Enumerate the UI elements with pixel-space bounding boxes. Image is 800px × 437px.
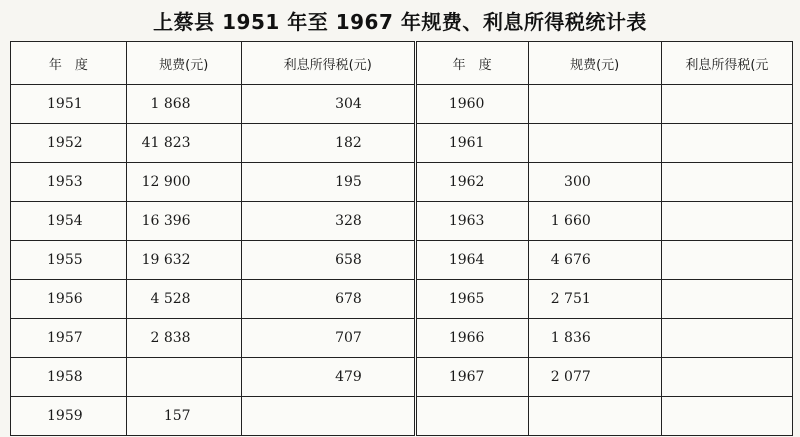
statistics-table-container: [10, 41, 793, 433]
fee-cell: 16 396: [126, 202, 241, 241]
tax-cell: [661, 124, 792, 163]
fee-cell: 19 632: [126, 241, 241, 280]
fee-cell: 2 838: [126, 319, 241, 358]
document-title: 上蔡县 1951 年至 1967 年规费、利息所得税统计表: [153, 10, 647, 34]
fee-cell: [528, 85, 661, 124]
table-row: [11, 85, 793, 124]
year-cell: 1957: [11, 319, 127, 358]
table-row: [11, 397, 793, 436]
fee-cell: 12 900: [126, 163, 241, 202]
table-row: [11, 280, 793, 319]
header-year-right: 年 度: [415, 42, 528, 85]
year-cell: 1960: [415, 85, 528, 124]
header-fee-right: 规费(元): [528, 42, 661, 85]
table-row: [11, 241, 793, 280]
tax-cell: 678: [241, 280, 415, 319]
year-cell: 1952: [11, 124, 127, 163]
header-tax-left: 利息所得税(元): [241, 42, 415, 85]
tax-cell: [661, 163, 792, 202]
year-cell: [415, 397, 528, 436]
fee-cell: 4 676: [528, 241, 661, 280]
tax-cell: [661, 397, 792, 436]
fee-cell: 1 836: [528, 319, 661, 358]
fee-cell: 2 077: [528, 358, 661, 397]
fee-cell: 300: [528, 163, 661, 202]
fee-cell: 4 528: [126, 280, 241, 319]
header-fee-left: 规费(元): [126, 42, 241, 85]
fee-cell: 157: [126, 397, 241, 436]
year-cell: 1966: [415, 319, 528, 358]
statistics-table: [10, 41, 793, 436]
tax-cell: [661, 85, 792, 124]
fee-cell: [528, 397, 661, 436]
tax-cell: [661, 241, 792, 280]
fee-cell: [528, 124, 661, 163]
header-tax-right: 利息所得税(元: [661, 42, 792, 85]
table-row: [11, 124, 793, 163]
table-row: [11, 358, 793, 397]
table-row: [11, 163, 793, 202]
header-year-left: 年 度: [11, 42, 127, 85]
year-cell: 1965: [415, 280, 528, 319]
year-cell: 1956: [11, 280, 127, 319]
year-cell: 1954: [11, 202, 127, 241]
table-row: [11, 319, 793, 358]
year-cell: 1959: [11, 397, 127, 436]
tax-cell: [241, 397, 415, 436]
header-row: [11, 42, 793, 85]
year-cell: 1964: [415, 241, 528, 280]
table-row: [11, 202, 793, 241]
fee-cell: 1 660: [528, 202, 661, 241]
tax-cell: 195: [241, 163, 415, 202]
tax-cell: [661, 358, 792, 397]
year-cell: 1961: [415, 124, 528, 163]
year-cell: 1962: [415, 163, 528, 202]
tax-cell: 304: [241, 85, 415, 124]
tax-cell: 707: [241, 319, 415, 358]
year-cell: 1953: [11, 163, 127, 202]
fee-cell: 41 823: [126, 124, 241, 163]
year-cell: 1963: [415, 202, 528, 241]
fee-cell: 1 868: [126, 85, 241, 124]
tax-cell: [661, 202, 792, 241]
year-cell: 1951: [11, 85, 127, 124]
tax-cell: 479: [241, 358, 415, 397]
tax-cell: 658: [241, 241, 415, 280]
fee-cell: [126, 358, 241, 397]
year-cell: 1967: [415, 358, 528, 397]
tax-cell: 328: [241, 202, 415, 241]
fee-cell: 2 751: [528, 280, 661, 319]
tax-cell: [661, 280, 792, 319]
year-cell: 1955: [11, 241, 127, 280]
tax-cell: [661, 319, 792, 358]
year-cell: 1958: [11, 358, 127, 397]
tax-cell: 182: [241, 124, 415, 163]
